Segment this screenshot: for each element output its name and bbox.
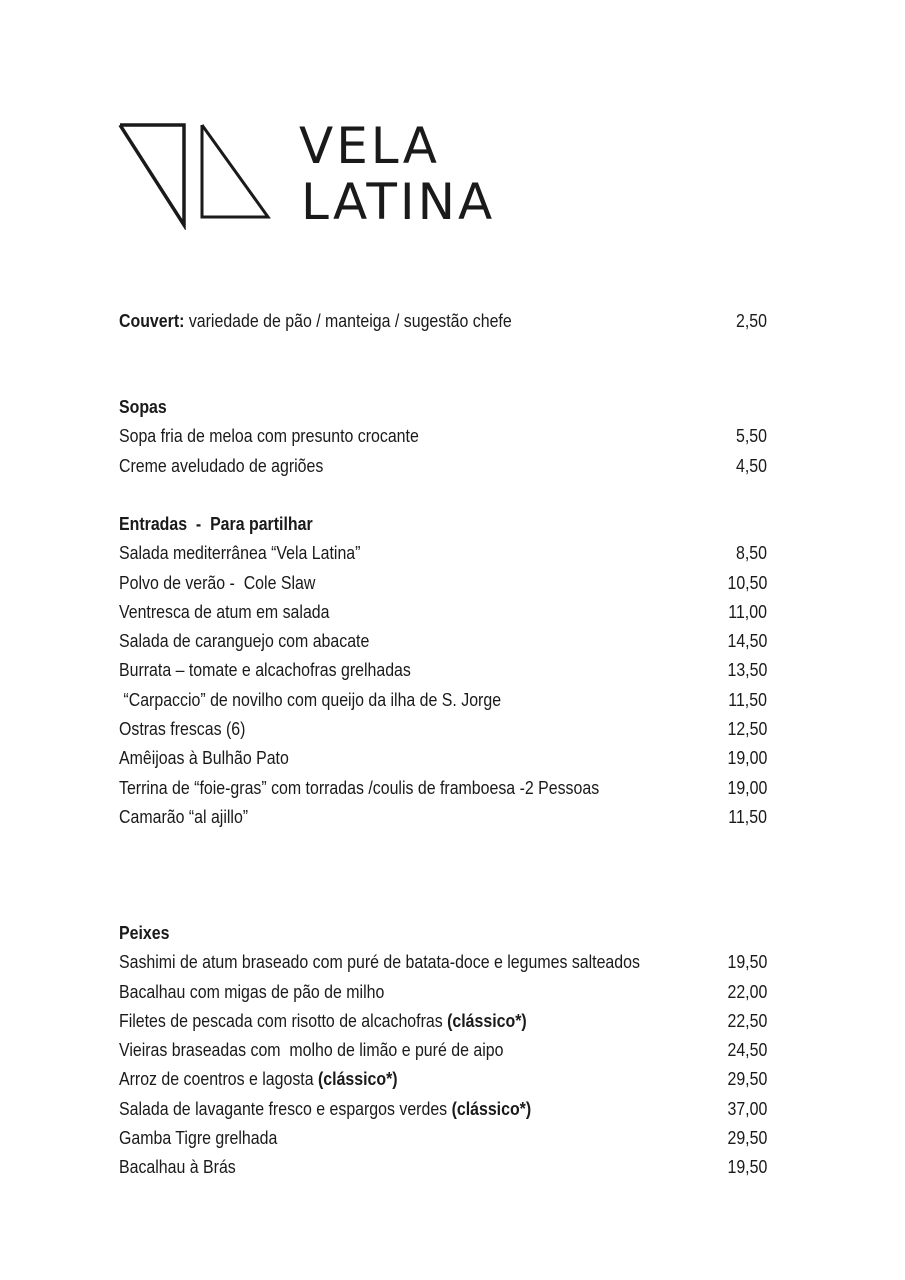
item-name: Sashimi de atum braseado com puré de batata-doce e legumes salteados xyxy=(119,951,640,973)
menu-item xyxy=(119,538,767,567)
menu-item xyxy=(119,773,767,802)
menu-item xyxy=(119,451,767,480)
classic-tag: (clássico*) xyxy=(317,1068,398,1090)
section-title: Peixes xyxy=(119,922,170,943)
logo-wordmark xyxy=(301,118,495,230)
item-name: Creme aveludado de agriões xyxy=(119,454,324,476)
section-title: Sopas xyxy=(119,396,167,417)
item-price: 22,50 xyxy=(727,1009,767,1031)
vela-latina-logo xyxy=(118,118,503,230)
item-name: Burrata – tomate e alcachofras grelhadas xyxy=(119,659,411,681)
item-price: 8,50 xyxy=(736,542,767,564)
menu-item xyxy=(119,1094,767,1123)
item-name: Arroz de coentros e lagosta xyxy=(119,1068,318,1090)
item-price: 2,50 xyxy=(736,310,767,331)
item-name: Bacalhau à Brás xyxy=(119,1156,236,1178)
item-price: 14,50 xyxy=(727,630,767,652)
item-name: Terrina de “foie-gras” com torradas /coulis de framboesa -2 Pessoas xyxy=(119,776,600,798)
menu-item xyxy=(119,1152,767,1181)
menu-item xyxy=(119,802,767,831)
item-price: 19,00 xyxy=(727,776,767,798)
item-name: Salada de caranguejo com abacate xyxy=(119,630,370,652)
item-price: 13,50 xyxy=(727,659,767,681)
menu-item xyxy=(119,568,767,597)
sail-logo-icon xyxy=(118,118,303,230)
item-name: Salada mediterrânea “Vela Latina” xyxy=(119,542,361,564)
item-price: 29,50 xyxy=(727,1068,767,1090)
item-name: Sopa fria de meloa com presunto crocante xyxy=(119,425,419,447)
item-price: 11,50 xyxy=(728,688,767,710)
item-price: 19,00 xyxy=(727,747,767,769)
item-name: Gamba Tigre grelhada xyxy=(119,1127,278,1149)
menu-item xyxy=(119,597,767,626)
item-name: Bacalhau com migas de pão de milho xyxy=(119,980,385,1002)
item-price: 12,50 xyxy=(727,718,767,740)
section-title: Entradas - Para partilhar xyxy=(119,513,313,534)
item-name: Salada de lavagante fresco e espargos verdes xyxy=(119,1097,452,1119)
item-name: Camarão “al ajillo” xyxy=(119,805,249,827)
item-name: Polvo de verão - Cole Slaw xyxy=(119,571,316,593)
menu-item xyxy=(119,1035,767,1064)
item-price: 10,50 xyxy=(727,571,767,593)
peixes-section xyxy=(119,918,767,1182)
sopas-section xyxy=(119,392,767,480)
item-price: 22,00 xyxy=(727,980,767,1002)
item-name: Amêijoas à Bulhão Pato xyxy=(119,747,289,769)
item-price: 19,50 xyxy=(727,951,767,973)
classic-tag: (clássico*) xyxy=(447,1009,527,1031)
menu-item xyxy=(119,743,767,772)
item-price: 19,50 xyxy=(727,1156,767,1178)
item-price: 11,00 xyxy=(728,600,767,622)
menu-item xyxy=(119,655,767,684)
item-price: 37,00 xyxy=(727,1097,767,1119)
menu-item xyxy=(119,947,767,976)
menu-item xyxy=(119,626,767,655)
item-price: 4,50 xyxy=(736,454,767,476)
menu-item xyxy=(119,421,767,450)
item-name: Filetes de pescada com risotto de alcachofras xyxy=(119,1009,448,1031)
couvert-description: variedade de pão / manteiga / sugestão chefe xyxy=(184,310,512,331)
menu-item xyxy=(119,714,767,743)
item-name: Vieiras braseadas com molho de limão e puré de aipo xyxy=(119,1039,504,1061)
menu-item xyxy=(119,1123,767,1152)
item-name: “Carpaccio” de novilho com queijo da ilha de S. Jorge xyxy=(119,688,502,710)
menu-item xyxy=(119,1006,767,1035)
entradas-section xyxy=(119,509,767,831)
item-price: 29,50 xyxy=(727,1127,767,1149)
couvert-label: Couvert: xyxy=(119,310,185,331)
item-name: Ostras frescas (6) xyxy=(119,718,246,740)
logo-line-2: LATINA xyxy=(301,173,496,231)
item-price: 24,50 xyxy=(727,1039,767,1061)
logo-line-1: VELA xyxy=(299,117,441,175)
menu-item xyxy=(119,1064,767,1093)
item-price: 11,50 xyxy=(728,805,767,827)
menu-item xyxy=(119,685,767,714)
menu-item-couvert xyxy=(119,306,767,335)
couvert-section xyxy=(119,306,767,335)
menu-item xyxy=(119,977,767,1006)
item-price: 5,50 xyxy=(736,425,767,447)
classic-tag: (clássico*) xyxy=(451,1097,532,1119)
item-name: Ventresca de atum em salada xyxy=(119,600,330,622)
